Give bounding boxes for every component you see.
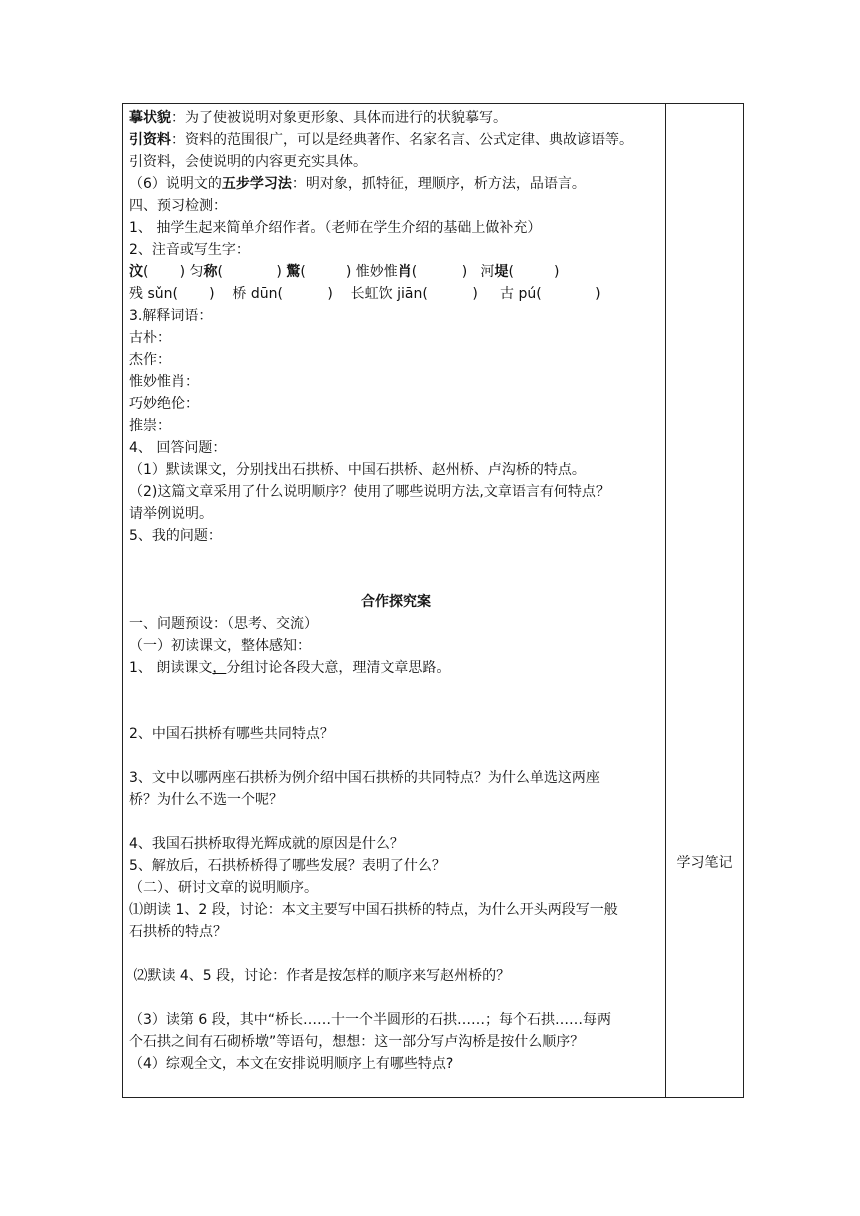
text-line [129, 107, 663, 129]
text-line: 2、中国石拱桥有哪些共同特点？ [129, 726, 334, 742]
char-bold: 称 [203, 264, 218, 280]
text-span: ( ) 匀 [143, 264, 204, 280]
text-line: 引资料，会使说明的内容更充实具体。 [129, 154, 367, 170]
text-line: 1、 抽学生起来简单介绍作者。（老师在学生介绍的基础上做补充） [129, 220, 542, 236]
text-span: ( ) 惟妙惟 [300, 264, 398, 280]
pinyin-exercise-line [129, 261, 663, 283]
text-span: （6）说明文的 [129, 176, 222, 192]
text-line: 石拱桥的特点？ [129, 924, 227, 940]
term-bold: 引资料 [129, 132, 171, 148]
text-line: 3.解释词语： [129, 308, 213, 324]
text-line: 巧妙绝伦： [129, 396, 199, 412]
text-line: ⑵默读 4、5 段，讨论：作者是按怎样的顺序来写赵州桥的？ [129, 968, 511, 984]
char-bold: 肖 [397, 264, 412, 280]
text-span: ( ) [508, 264, 560, 280]
text-span: ：资料的范围很广，可以是经典著作、名家名言、公式定律、典故谚语等。 [171, 132, 633, 148]
text-line: 推崇： [129, 418, 171, 434]
text-span: ：明对象，抓特征，理顺序，析方法，品语言。 [291, 176, 586, 192]
text-line: （一）初读课文，整体感知： [129, 638, 311, 654]
text-line: 5、解放后，石拱桥桥得了哪些发展？表明了什么？ [129, 858, 446, 874]
lesson-table [122, 103, 744, 1098]
spacer [129, 987, 663, 1009]
char-bold: 驚 [286, 264, 301, 280]
text-line: 个石拱之间有石砌桥墩”等语句，想想：这一部分写卢沟桥是按什么顺序？ [129, 1034, 585, 1050]
text-line [129, 129, 663, 151]
text-line: 2、注音或写生字： [129, 242, 250, 258]
text-line: （1）默读课文，分别找出石拱桥、中国石拱桥、赵州桥、卢沟桥的特点。 [129, 462, 586, 478]
section-title: 合作探究案 [361, 594, 431, 610]
column-divider [665, 104, 666, 1097]
text-line: 4、我国石拱桥取得光辉成就的原因是什么？ [129, 836, 404, 852]
text-line [129, 173, 663, 195]
spacer [129, 811, 663, 833]
char-bold: 汶 [129, 264, 143, 280]
text-line: 桥？为什么不选一个呢？ [129, 792, 283, 808]
char-bold: 堤 [494, 264, 509, 280]
text-line: ⑴朗读 1、2 段，讨论：本文主要写中国石拱桥的特点，为什么开头两段写一般 [129, 902, 618, 918]
pinyin-exercise-line: 残 sǔn( ) 桥 dūn( ) 长虹饮 jiān( ) 古 pú( ) [129, 286, 601, 302]
text-line: 5、我的问题： [129, 528, 222, 544]
text-line: 一、问题预设：（思考、交流） [129, 616, 318, 632]
spacer [129, 943, 663, 965]
text-line: （2)这篇文章采用了什么说明顺序？使用了哪些说明方法,文章语言有何特点？ [129, 484, 610, 500]
text-line: 四、预习检测： [129, 198, 227, 214]
text-line: 惟妙惟肖： [129, 374, 199, 390]
spacer [129, 679, 663, 723]
text-line: 4、 回答问题： [129, 440, 227, 456]
text-line: 3、文中以哪两座石拱桥为例介绍中国石拱桥的共同特点？为什么单选这两座 [129, 770, 600, 786]
main-content-column [129, 107, 663, 1075]
text-line [129, 657, 663, 679]
text-span: 1、 朗读课文 [129, 660, 213, 676]
text-line: 杰作： [129, 352, 171, 368]
text-span: ：为了使被说明对象更形象、具体而进行的状貌摹写。 [171, 110, 507, 126]
text-line: 古朴： [129, 330, 171, 346]
study-notes-label: 学习笔记 [676, 855, 733, 871]
underlined-comma: ， [212, 660, 227, 676]
term-bold: 摹状貌 [129, 110, 171, 126]
text-span: ( ) 河 [411, 264, 495, 280]
text-line: （4）综观全文，本文在安排说明顺序上有哪些特点? [129, 1056, 454, 1072]
spacer [129, 547, 663, 591]
text-line: （二）、研讨文章的说明顺序。 [129, 880, 318, 896]
text-span: ( ) [217, 264, 287, 280]
spacer [129, 745, 663, 767]
term-bold: 五步学习法 [221, 176, 292, 192]
text-span: 分组讨论各段大意，理清文章思路。 [226, 660, 451, 676]
text-line: 请举例说明。 [129, 506, 213, 522]
text-line: （3）读第 6 段，其中“桥长……十一个半圆形的石拱……；每个石拱……每两 [129, 1012, 611, 1028]
